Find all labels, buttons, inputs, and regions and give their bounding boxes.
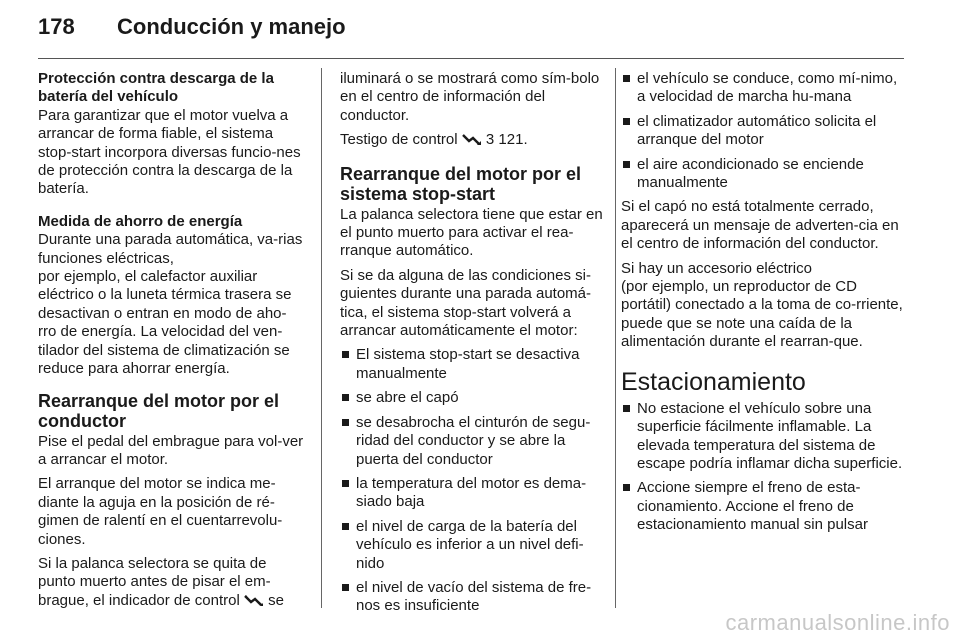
- paragraph: Si el capó no está totalmente cerrado, aparecerá un mensaje de adverten-cia en el centro de información del conductor.: [621, 198, 899, 253]
- stop-start-indicator-icon: [462, 132, 482, 151]
- paragraph-text: Testigo de control: [340, 131, 458, 149]
- list-item: el aire acondicionado se enciende manualmente: [621, 156, 903, 193]
- section-heading-system-restart: Rearranque del motor por el sistema stop-start: [340, 163, 582, 204]
- parking-list: [621, 400, 903, 535]
- column-2: [340, 70, 606, 622]
- paragraph: (por ejemplo, un reproductor de CD portátil) conectado a la toma de co-rriente, puede que se note una caída de la alimentación durante el rearran-que.: [621, 278, 903, 351]
- list-item: El sistema stop-start se desactiva manualmente: [340, 346, 606, 383]
- section-heading-battery: Protección contra descarga de la batería del vehículo: [38, 70, 274, 106]
- condition-list-continued: [621, 70, 903, 192]
- column-1: [38, 70, 304, 618]
- page-header: [38, 14, 904, 50]
- list-item: la temperatura del motor es dema-siado baja: [340, 475, 606, 512]
- column-divider-1: [321, 68, 322, 608]
- paragraph: Si hay un accesorio eléctrico: [621, 259, 812, 277]
- section-heading-parking: Estacionamiento: [621, 367, 806, 396]
- paragraph: Si se da alguna de las condiciones si-guientes durante una parada automá-tica, el sistema stop-start volverá a arrancar automáticamente el motor:: [340, 266, 592, 340]
- paragraph: El arranque del motor se indica me-diante la aguja en la posición de ré-gimen de ralentí en el cuentarrevolu-ciones.: [38, 475, 283, 548]
- list-item: Accione siempre el freno de esta-cionamiento. Accione el freno de estacionamiento manual sin pulsar: [621, 479, 903, 534]
- paragraph: Pise el pedal del embrague para vol-ver a arrancar el motor.: [38, 432, 304, 468]
- list-item: se desabrocha el cinturón de segu-ridad del conductor y se abre la puerta del conductor: [340, 414, 606, 469]
- paragraph: La palanca selectora tiene que estar en el punto muerto para activar el rea-rranque automático.: [340, 205, 603, 260]
- paragraph: por ejemplo, el calefactor auxiliar eléctrico o la luneta térmica trasera se desactivan o entran en modo de aho-rro de energía. La velocidad del ven-tilador del sistema de climatización se reduce para ahorrar energía.: [38, 268, 292, 378]
- list-item: No estacione el vehículo sobre una superficie fácilmente inflamable. La elevada temperatura del sistema de escape podría inflamar dicha superficie.: [621, 400, 903, 474]
- list-item: el nivel de vacío del sistema de fre-nos es insuficiente: [340, 579, 606, 616]
- list-item: se abre el capó: [340, 389, 606, 407]
- paragraph: Para garantizar que el motor vuelva a arrancar de forma fiable, el sistema stop-start incorpora diversas funcio-nes de protección contra la descarga de la batería.: [38, 106, 301, 198]
- paragraph: [38, 555, 304, 612]
- paragraph-text: se: [268, 591, 284, 609]
- page-reference[interactable]: 3 121.: [485, 131, 528, 149]
- paragraph: [340, 131, 606, 151]
- list-item: el climatizador automático solicita el arranque del motor: [621, 113, 903, 150]
- section-heading-energy: Medida de ahorro de energía: [38, 212, 243, 230]
- watermark: carmanualsonline.info: [725, 610, 950, 635]
- column-3: [621, 70, 903, 541]
- column-divider-2: [615, 68, 616, 608]
- list-item: el vehículo se conduce, como mí-nimo, a velocidad de marcha hu-mana: [621, 70, 903, 107]
- header-divider: [38, 58, 904, 59]
- section-heading-driver-restart: Rearranque del motor por el conductor: [38, 390, 280, 431]
- stop-start-indicator-icon: [244, 593, 264, 612]
- paragraph: iluminará o se mostrará como sím-bolo en el centro de información del conductor.: [340, 70, 600, 124]
- page-title: Conducción y manejo: [117, 14, 346, 39]
- condition-list: [340, 346, 606, 615]
- page-number: 178: [38, 14, 75, 39]
- paragraph-text: Si la palanca selectora se quita de punto muerto antes de pisar el em-brague, el indicador de control: [38, 554, 271, 609]
- paragraph: Durante una parada automática, va-rias funciones eléctricas,: [38, 231, 303, 267]
- list-item: el nivel de carga de la batería del vehículo es inferior a un nivel defi-nido: [340, 518, 606, 573]
